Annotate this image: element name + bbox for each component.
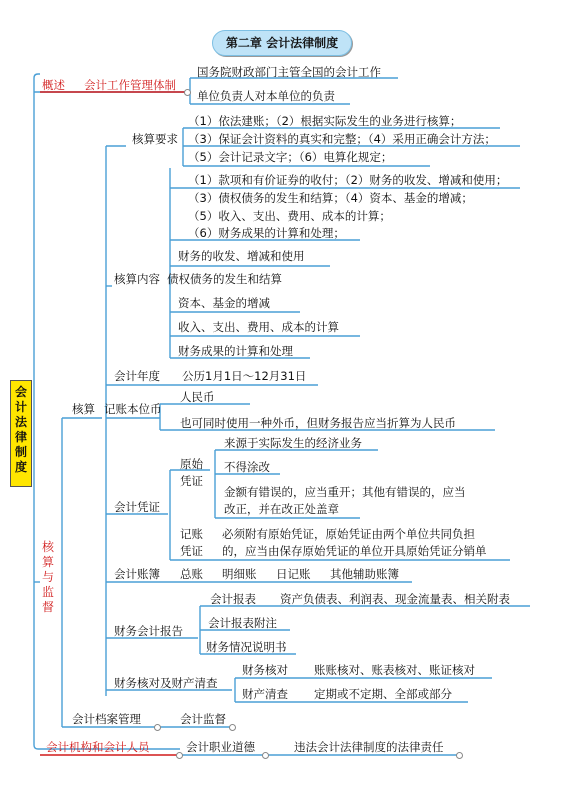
collapse-handle[interactable]	[262, 752, 269, 759]
requirements-line: （5）会计记录文字；（6）电算化规定；	[188, 150, 393, 164]
supervision-item[interactable]: 会计监督	[180, 712, 226, 726]
content-line: （1）款项和有价证券的收付；（2）财务的收发、增减和使用；	[188, 173, 508, 187]
expand-handle[interactable]	[456, 752, 463, 759]
accounting-label[interactable]: 核算	[72, 402, 95, 416]
root-node[interactable]: 会计法律制度	[10, 380, 32, 487]
bookkeeping-voucher-label[interactable]: 记账凭证	[180, 527, 203, 558]
ledger-item: 明细账	[222, 567, 257, 581]
currency-item: 也可同时使用一种外币，但财务报告应当折算为人民币	[180, 416, 456, 430]
ledger-label[interactable]: 会计账簿	[114, 567, 160, 581]
ethics-item[interactable]: 会计职业道德	[186, 740, 255, 754]
ledger-item: 总账	[180, 567, 203, 581]
requirements-line: （3）保证会计资料的真实和完整；（4）采用正确会计方法；	[188, 132, 496, 146]
statements-value: 资产负债表、利润表、现金流量表、相关附表	[280, 592, 510, 606]
content-item: 收入、支出、费用、成本的计算	[178, 320, 339, 334]
verify-label[interactable]: 财务核对	[242, 663, 288, 677]
archive-label[interactable]: 会计档案管理	[72, 712, 141, 726]
fiscal-year-label[interactable]: 会计年度	[114, 369, 160, 383]
content-line: （3）债权债务的发生和结算；（4）资本、基金的增减；	[188, 191, 473, 205]
voucher-label[interactable]: 会计凭证	[114, 500, 160, 514]
report-explanation: 财务情况说明书	[206, 640, 287, 654]
original-voucher-item: 金额有错误的，应当重开；其他有错误的，应当	[224, 485, 466, 499]
bookkeeping-voucher-line: 的，应当由保存原始凭证的单位开具原始凭证分销单	[222, 544, 487, 558]
collapse-handle[interactable]	[154, 724, 161, 731]
currency-item: 人民币	[180, 390, 215, 404]
overview-item: 国务院财政部门主管全国的会计工作	[197, 65, 381, 79]
content-item: 资本、基金的增减	[178, 296, 270, 310]
supervision-label[interactable]: 核算与监督	[41, 540, 54, 614]
statements-label[interactable]: 会计报表	[210, 592, 256, 606]
management-system-label[interactable]: 会计工作管理体制	[84, 78, 176, 92]
overview-item: 单位负责人对本单位的负责	[197, 89, 335, 103]
original-voucher-item: 不得涂改	[224, 460, 270, 474]
collapse-handle[interactable]	[184, 89, 191, 96]
ledger-item: 日记账	[276, 567, 311, 581]
report-notes: 会计报表附注	[208, 616, 277, 630]
content-line: （6）财务成果的计算和处理；	[188, 226, 345, 240]
expand-handle[interactable]	[229, 724, 236, 731]
verify-value: 账账核对、账表核对、账证核对	[314, 663, 475, 677]
content-label[interactable]: 核算内容	[114, 272, 160, 286]
inventory-label[interactable]: 财产清查	[242, 687, 288, 701]
financial-report-label[interactable]: 财务会计报告	[114, 624, 183, 638]
institutions-label[interactable]: 会计机构和会计人员	[46, 740, 150, 754]
check-label[interactable]: 财务核对及财产清查	[114, 676, 218, 690]
chapter-title: 第二章 会计法律制度	[212, 30, 352, 56]
content-item: 财务成果的计算和处理	[178, 344, 293, 358]
inventory-value: 定期或不定期、全部或部分	[314, 687, 452, 701]
original-voucher-label[interactable]: 原始凭证	[180, 457, 203, 488]
content-line: （5）收入、支出、费用、成本的计算；	[188, 209, 391, 223]
ledger-item: 其他辅助账簿	[330, 567, 399, 581]
original-voucher-item: 改正，并在改正处盖章	[224, 502, 339, 516]
liability-item[interactable]: 违法会计法律制度的法律责任	[294, 740, 444, 754]
collapse-handle[interactable]	[176, 752, 183, 759]
requirements-line: （1）依法建账；（2）根据实际发生的业务进行核算；	[188, 114, 462, 128]
original-voucher-item: 来源于实际发生的经济业务	[224, 436, 362, 450]
overview-label[interactable]: 概述	[42, 78, 65, 92]
requirements-label[interactable]: 核算要求	[132, 132, 178, 146]
content-item: 债权债务的发生和结算	[167, 272, 282, 286]
fiscal-year-value: 公历1月1日～12月31日	[182, 369, 307, 383]
content-item: 财务的收发、增减和使用	[178, 249, 305, 263]
currency-label[interactable]: 记账本位币	[104, 402, 162, 416]
bookkeeping-voucher-line: 必须附有原始凭证，原始凭证由两个单位共同负担	[222, 527, 475, 541]
